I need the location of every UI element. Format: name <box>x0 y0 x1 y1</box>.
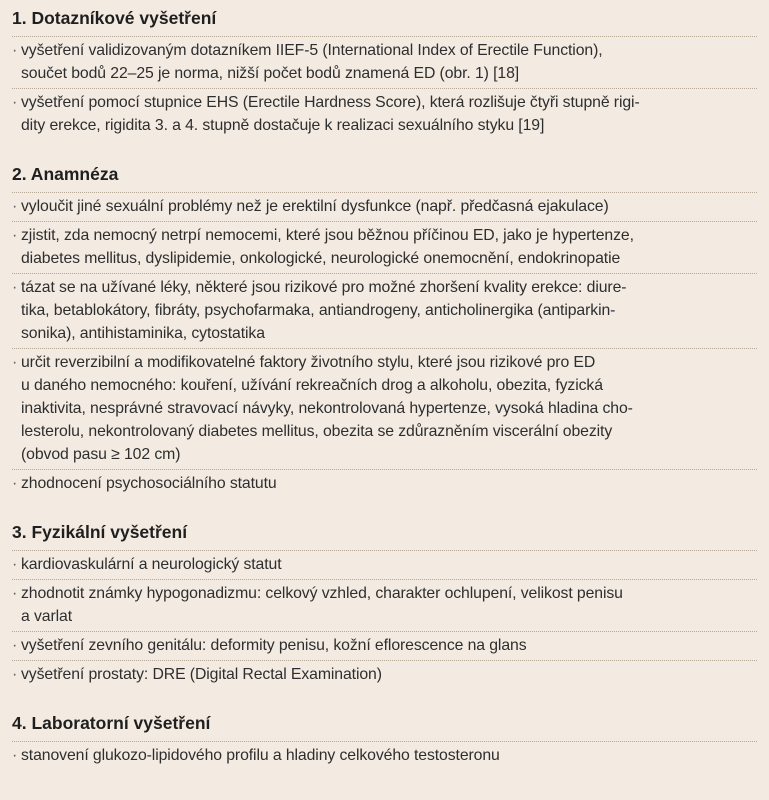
list-item <box>12 660 757 689</box>
list-item <box>12 348 757 469</box>
section-anamnesis <box>12 162 757 498</box>
bullet-icon: · <box>12 556 18 573</box>
list-item-text: zjistit, zda nemocný netrpí nemocemi, které jsou běžnou příčinou ED, jako je hypertenze, diabetes mellitus, dyslipidemie, onkologické, neurologické onemocnění, endokrinopatie <box>21 227 634 267</box>
list-item <box>12 741 757 770</box>
item-list <box>12 192 757 498</box>
list-item-text: stanovení glukozo-lipidového profilu a hladiny celkového testosteronu <box>21 747 500 764</box>
bullet-icon: · <box>12 354 18 371</box>
list-item-text: vyšetření zevního genitálu: deformity penisu, kožní eflorescence na glans <box>21 637 527 654</box>
list-item <box>12 88 757 140</box>
item-list <box>12 550 757 689</box>
list-item <box>12 469 757 498</box>
section-physical-exam <box>12 520 757 689</box>
section-title: 1. Dotazníkové vyšetření <box>12 8 217 28</box>
list-item <box>12 631 757 660</box>
list-item-text: zhodnocení psychosociálního statutu <box>21 475 277 492</box>
bullet-icon: · <box>12 198 18 215</box>
bullet-icon: · <box>12 42 18 59</box>
list-item <box>12 192 757 221</box>
item-list <box>12 741 757 770</box>
bullet-icon: · <box>12 475 18 492</box>
list-item <box>12 579 757 631</box>
bullet-icon: · <box>12 585 18 602</box>
bullet-icon: · <box>12 227 18 244</box>
section-title: 3. Fyzikální vyšetření <box>12 522 188 542</box>
section-laboratory <box>12 711 757 770</box>
bullet-icon: · <box>12 666 18 683</box>
list-item <box>12 36 757 88</box>
section-questionnaire <box>12 6 757 140</box>
list-item-text: vyšetření prostaty: DRE (Digital Rectal Examination) <box>21 666 382 683</box>
list-item-text: vyšetření validizovaným dotazníkem IIEF-5 (International Index of Erectile Function), součet bodů 22–25 je norma, nižší počet bodů znamená ED (obr. 1) [18] <box>21 42 603 82</box>
item-list <box>12 36 757 140</box>
bullet-icon: · <box>12 747 18 764</box>
list-item-text: tázat se na užívané léky, některé jsou rizikové pro možné zhoršení kvality erekce: diure- tika, betablokátory, fibráty, psychofarmaka, antiandrogeny, anticholinergika (antiparkin- sonika), antihistaminika, cytostatika <box>21 279 627 342</box>
bullet-icon: · <box>12 94 18 111</box>
bullet-icon: · <box>12 637 18 654</box>
list-item <box>12 273 757 348</box>
list-item-text: zhodnotit známky hypogonadizmu: celkový vzhled, charakter ochlupení, velikost penisu a varlat <box>21 585 623 625</box>
section-title: 4. Laboratorní vyšetření <box>12 713 211 733</box>
list-item <box>12 550 757 579</box>
list-item-text: vyšetření pomocí stupnice EHS (Erectile Hardness Score), která rozlišuje čtyři stupně rigi- dity erekce, rigidita 3. a 4. stupně dostačuje k realizaci sexuálního styku [19] <box>21 94 640 134</box>
bullet-icon: · <box>12 279 18 296</box>
list-item-text: kardiovaskulární a neurologický statut <box>21 556 282 573</box>
list-item-text: vyloučit jiné sexuální problémy než je erektilní dysfunkce (např. předčasná ejakulace) <box>21 198 609 215</box>
list-item-text: určit reverzibilní a modifikovatelné faktory životního stylu, které jsou rizikové pro ED u daného nemocného: kouření, užívání rekreačních drog a alkoholu, obezita, fyzická inaktivita, nesprávné stravovací návyky, nekontrolovaná hypertenze, vysoká hladina cho- lesterolu, nekontrolovaný diabetes mellitus, obezita se zdůrazněním viscerální obezity (obvod pasu ≥ 102 cm) <box>21 354 633 463</box>
section-title: 2. Anamnéza <box>12 164 119 184</box>
list-item <box>12 221 757 273</box>
